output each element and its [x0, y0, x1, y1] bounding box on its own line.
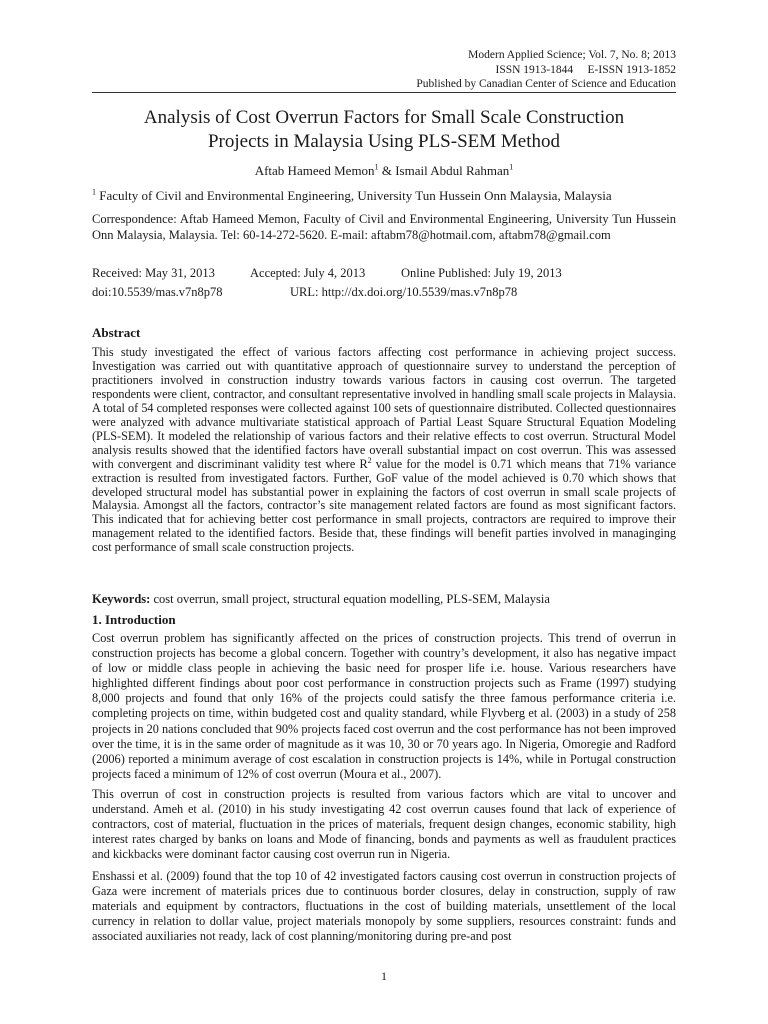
intro-paragraph-1: Cost overrun problem has significantly affected on the prices of construction projects. This trend of overrun in construction projects has become a global concern. Together with country’s development, it also has negative impact of low or middle class people in achieving the basic need for prosper life i.e. house. Various researchers have highlighted different findings about poor cost performance in construction projects such as Frame (1997) studying 8,000 projects and found that only 16% of the projects could satisfy the three famous performance criteria i.e. completing projects on time, within budgeted cost and quality standard, while Flyvberg et al. (2003) in a study of 258 projects in 20 nations concluded that 90% projects faced cost overrun and the cost performance has not been improved over the time, it is in the same order of magnitude as it was 10, 30 or 70 years ago. In Nigeria, Omoregie and Radford (2006) reported a minimum average of cost escalation in construction projects is 14%, while in Portugal construction projects faced a minimum of 12% of cost overrun (Moura et al., 2007).	[92, 631, 676, 781]
abstract-part-2: value for the model is 0.71 which means that 71% variance extraction is resulted from investigated factors. Further, GoF value of the model achieved is 0.70 which shows that developed structural model has substantial power in explaining the factors of cost overrun in small scale projects of Malaysia. Amongst all the factors, contractor’s site management related factors are found as most significant factors. This indicated that for achieving better cost performance in small projects, contractors are required to improve their management related to the identified factors. Beside that, these findings will benefit parties involved in managinging cost performance of small scale construction projects.	[92, 456, 677, 555]
author-list	[92, 163, 676, 179]
author-name: Aftab Hameed Memon	[254, 163, 375, 178]
correspondence: Correspondence: Aftab Hameed Memon, Faculty of Civil and Environmental Engineering, University Tun Hussein Onn Malaysia, Malaysia. Tel: 60-14-272-5620. E-mail: aftabm78@hotmail.com, aftabm78@gmail.com	[92, 212, 676, 242]
superscript-2: 2	[367, 455, 372, 465]
author-separator: &	[378, 163, 396, 178]
keywords-text: cost overrun, small project, structural equation modelling, PLS-SEM, Malaysia	[150, 592, 550, 606]
affiliation	[92, 188, 676, 204]
keywords	[92, 592, 676, 607]
journal-header	[416, 48, 676, 92]
affiliation-marker: 1	[509, 162, 514, 172]
abstract-heading: Abstract	[92, 325, 141, 340]
paper-title	[92, 106, 676, 154]
publisher-line: Published by Canadian Center of Science and Education	[416, 78, 676, 90]
affiliation-text: Faculty of Civil and Environmental Engineering, University Tun Hussein Onn Malaysia, Malaysia	[96, 188, 612, 203]
intro-paragraph-2: This overrun of cost in construction projects is resulted from various factors which are vital to uncover and understand. Ameh et al. (2010) in his study investigating 42 cost overrun causes found that lack of experience of contractors, cost of material, fluctuation in the prices of materials, frequent design changes, economic stability, high interest rates charged by banks on loans and Mode of financing, bonds and payments as well as fraudulent practices and kickbacks were dominant factor causing cost overrun run in Nigeria.	[92, 787, 676, 862]
header-divider	[92, 92, 676, 93]
section-heading-introduction: 1. Introduction	[92, 612, 176, 627]
author-name: Ismail Abdul Rahman	[395, 163, 510, 178]
title-line-2: Projects in Malaysia Using PLS-SEM Method	[207, 131, 561, 152]
intro-paragraph-3: Enshassi et al. (2009) found that the top 10 of 42 investigated factors causing cost overrun in construction projects of Gaza were increment of materials prices due to continuous border closures, delay in construction, supply of raw materials and equipment by contractors, fluctuations in the cost of building materials, unsettlement of the local currency in relation to dollar value, project materials monopoly by some suppliers, resources constraint: funds and associated auxiliaries not ready, lack of cost planning/monitoring during pre-and post	[92, 869, 676, 944]
abstract-text	[92, 346, 676, 555]
abstract-part-1: This study investigated the effect of various factors affecting cost performance in achieving project success. Investigation was carried out with quantitative approach of questionnaire survey to understand the perception of practitioners involved in construction industry towards various factors in causing cost overrun. The targeted respondents were client, contractor, and consultant representative involved in handling small scale projects in Malaysia. A total of 54 completed responses were collected against 100 sets of questionnaire distributed. Collected questionnaires were analyzed with advance multivariate statistical approach of Partial Least Square Structural Equation Modeling (PLS-SEM). It modeled the relationship of various factors and their relative effects to cost overrun. Structural Model analysis results showed that the identified factors have overall substantial impact on cost overrun. This was assessed with convergent and discriminant validity test where R	[92, 345, 676, 471]
accepted-date: Accepted: July 4, 2013	[250, 266, 366, 280]
title-line-1: Analysis of Cost Overrun Factors for Small Scale Construction	[143, 107, 625, 128]
keywords-label: Keywords:	[92, 592, 151, 606]
doi-url[interactable]: URL: http://dx.doi.org/10.5539/mas.v7n8p78	[290, 285, 518, 299]
affiliation-number: 1	[92, 187, 96, 197]
doi: doi:10.5539/mas.v7n8p78	[92, 285, 223, 299]
received-date: Received: May 31, 2013	[92, 266, 215, 280]
affiliation-marker: 1	[374, 162, 379, 172]
published-date: Online Published: July 19, 2013	[401, 266, 562, 280]
page-number: 1	[381, 969, 387, 983]
issn-line: ISSN 1913-1844 E-ISSN 1913-1852	[495, 63, 676, 76]
journal-line: Modern Applied Science; Vol. 7, No. 8; 2013	[468, 49, 676, 61]
